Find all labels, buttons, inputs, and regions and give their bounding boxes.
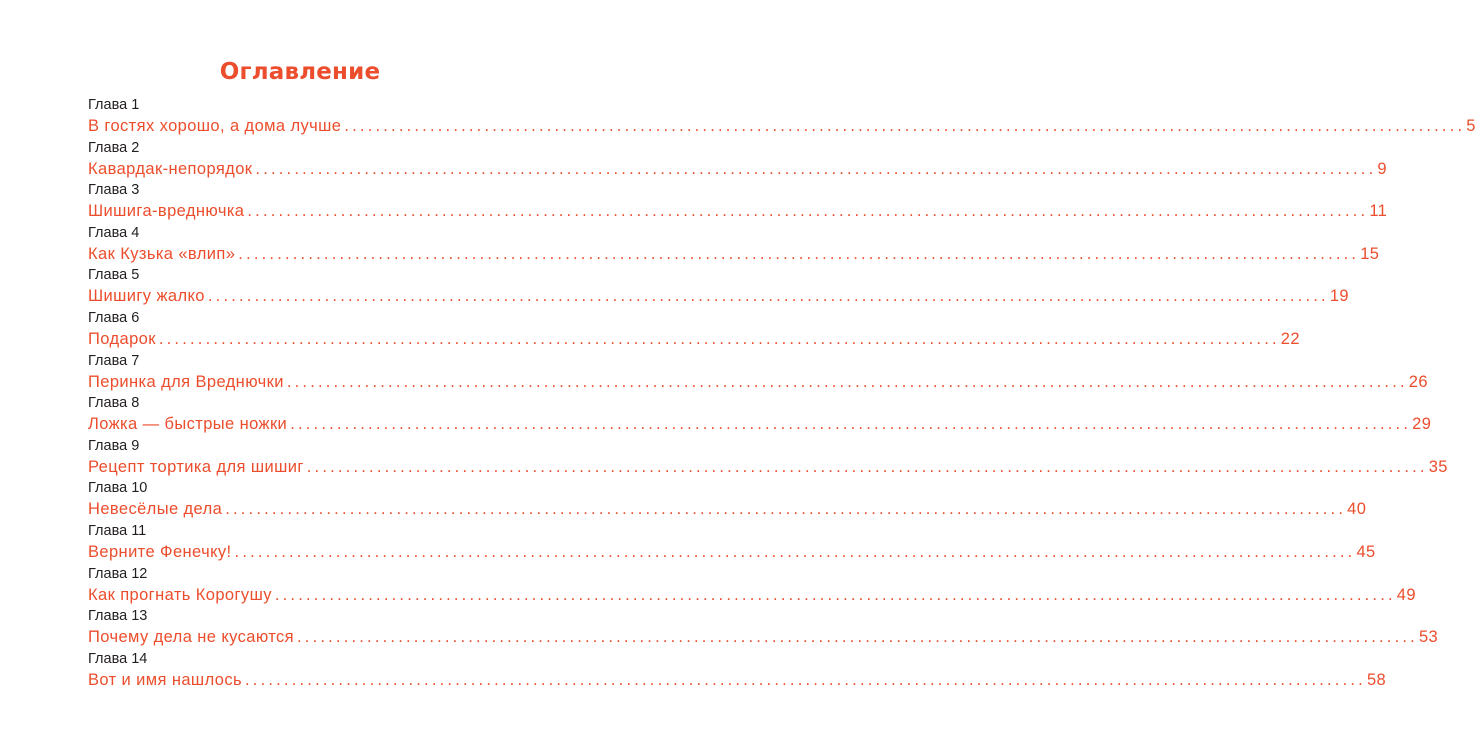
- chapter-title: Как Кузька «влип»: [88, 244, 236, 263]
- toc-list: [88, 95, 1476, 691]
- dot-leader: ................................................................................................................................................: [207, 287, 1329, 306]
- page-number: 53: [1418, 628, 1439, 647]
- chapter-label: Глава 4: [88, 224, 140, 241]
- page-number: 9: [1377, 159, 1387, 178]
- chapter-label: Глава 3: [88, 182, 140, 199]
- page-number: 22: [1280, 329, 1300, 348]
- page-number: 49: [1396, 585, 1416, 604]
- dot-leader: ................................................................................................................................................: [274, 585, 1396, 604]
- toc-entry: [88, 351, 1428, 394]
- chapter-label: Глава 5: [88, 267, 140, 284]
- chapter-title: Перинка для Вреднючки: [88, 372, 284, 391]
- chapter-title: Шишига-вреднючка: [88, 202, 245, 221]
- toc-entry: [88, 180, 1388, 223]
- toc-link[interactable]: [88, 158, 1387, 180]
- dot-leader: ................................................................................................................................................: [297, 628, 1418, 647]
- dot-leader: ................................................................................................................................................: [255, 159, 1377, 178]
- dot-leader: ................................................................................................................................................: [286, 372, 1408, 391]
- page-number: 26: [1408, 372, 1428, 391]
- chapter-label: Глава 11: [88, 522, 147, 539]
- chapter-label: Глава 8: [88, 395, 140, 412]
- chapter-label: Глава 1: [88, 97, 140, 113]
- chapter-label: Глава 14: [88, 650, 148, 667]
- toc-entry: [88, 308, 1300, 351]
- dot-leader: ................................................................................................................................................: [225, 500, 1347, 519]
- toc-link[interactable]: [88, 498, 1367, 520]
- toc-entry: [88, 478, 1367, 521]
- dot-leader: ................................................................................................................................................: [290, 415, 1412, 434]
- chapter-title: Вот и имя нашлось: [88, 670, 243, 689]
- chapter-title: Ложка — быстрые ножки: [88, 415, 288, 434]
- chapter-title: Подарок: [88, 329, 156, 348]
- toc-entry: [88, 436, 1448, 479]
- toc-entry: [88, 95, 1476, 138]
- page-title: Оглавление: [219, 59, 381, 85]
- dot-leader: ................................................................................................................................................: [344, 117, 1466, 135]
- toc-link[interactable]: [88, 669, 1387, 691]
- chapter-label: Глава 2: [88, 139, 140, 156]
- dot-leader: ................................................................................................................................................: [238, 244, 1360, 263]
- dot-leader: ................................................................................................................................................: [158, 329, 1280, 348]
- toc-link[interactable]: [88, 328, 1300, 350]
- page-number: 11: [1369, 202, 1388, 221]
- toc-link[interactable]: [88, 413, 1432, 435]
- page-number: 29: [1412, 415, 1432, 434]
- toc-link[interactable]: [88, 584, 1416, 606]
- toc-link[interactable]: [88, 115, 1476, 137]
- toc-entry: [88, 649, 1387, 692]
- chapter-title: Кавардак-непорядок: [88, 159, 253, 178]
- chapter-label: Глава 10: [88, 480, 148, 497]
- chapter-label: Глава 9: [88, 437, 140, 454]
- toc-entry: [88, 521, 1376, 564]
- toc-link[interactable]: [88, 371, 1428, 393]
- chapter-title: В гостях хорошо, а дома лучше: [88, 117, 342, 135]
- page-number: 45: [1356, 542, 1376, 561]
- dot-leader: ................................................................................................................................................: [306, 457, 1428, 476]
- page-number: 40: [1347, 500, 1367, 519]
- chapter-label: Глава 7: [88, 352, 140, 369]
- toc-link[interactable]: [88, 200, 1388, 222]
- toc-link[interactable]: [88, 285, 1349, 307]
- dot-leader: ................................................................................................................................................: [245, 670, 1366, 689]
- dot-leader: ................................................................................................................................................: [234, 542, 1356, 561]
- toc-entry: [88, 606, 1439, 649]
- dot-leader: ................................................................................................................................................: [247, 202, 1369, 221]
- chapter-title: Верните Фенечку!: [88, 542, 232, 561]
- page-number: 58: [1366, 670, 1387, 689]
- chapter-title: Почему дела не кусаются: [88, 628, 294, 647]
- toc-entry: [88, 393, 1432, 436]
- chapter-title: Как прогнать Корогушу: [88, 585, 272, 604]
- chapter-label: Глава 13: [88, 608, 148, 625]
- chapter-label: Глава 12: [88, 565, 148, 582]
- chapter-title: Рецепт тортика для шишиг: [88, 457, 304, 476]
- toc-link[interactable]: [88, 541, 1376, 563]
- toc-link[interactable]: [88, 243, 1380, 265]
- chapter-label: Глава 6: [88, 309, 140, 326]
- toc-link[interactable]: [88, 626, 1439, 648]
- toc-entry: [88, 265, 1349, 308]
- page-number: 19: [1329, 287, 1349, 306]
- toc-link[interactable]: [88, 456, 1448, 478]
- toc-entry: [88, 223, 1380, 266]
- chapter-title: Невесёлые дела: [88, 500, 223, 519]
- page-number: 35: [1428, 457, 1448, 476]
- toc-entry: [88, 138, 1387, 181]
- toc-entry: [88, 564, 1416, 607]
- page-number: 5: [1466, 117, 1476, 135]
- page-number: 15: [1360, 244, 1380, 263]
- chapter-title: Шишигу жалко: [88, 287, 205, 306]
